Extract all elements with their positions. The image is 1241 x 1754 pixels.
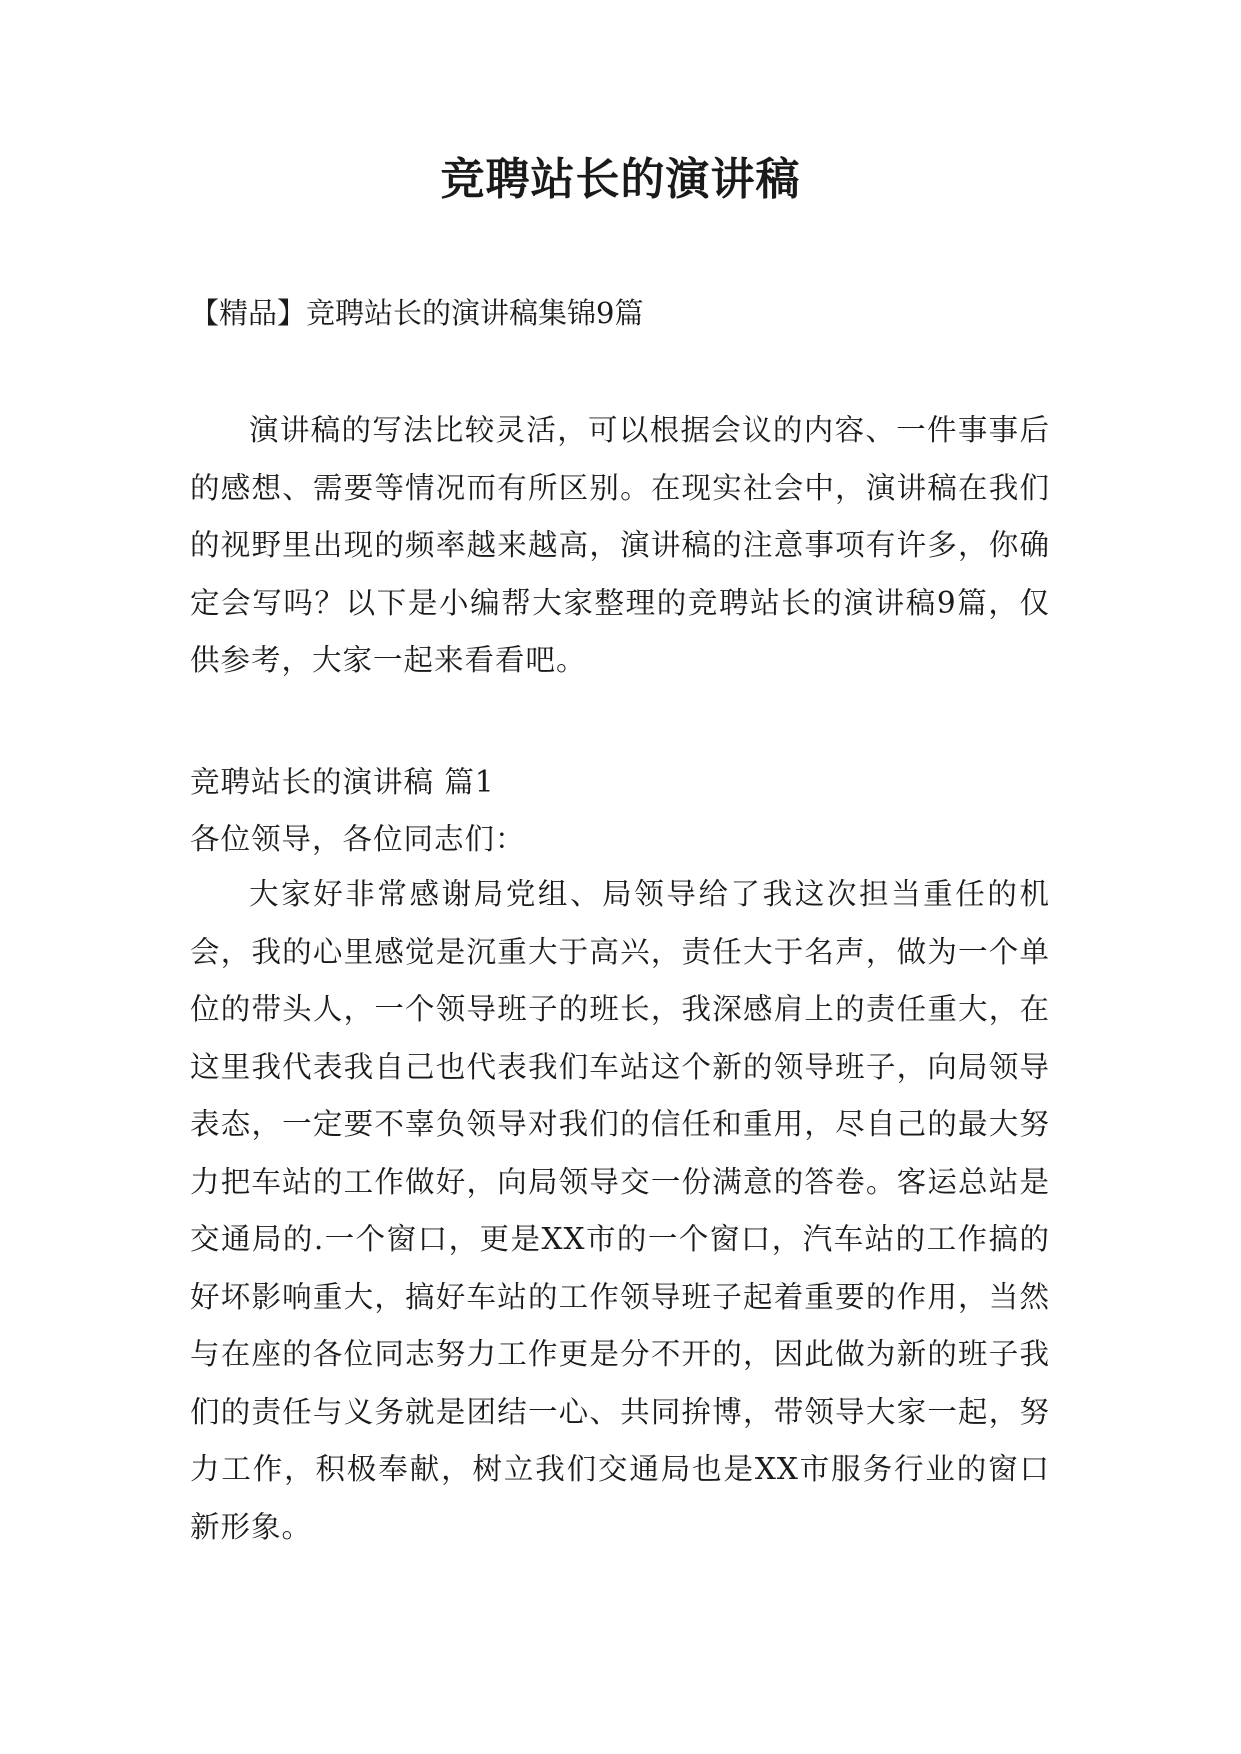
salutation: 各位领导，各位同志们：	[190, 822, 526, 856]
intro-paragraph: 演讲稿的写法比较灵活，可以根据会议的内容、一件事事后的感想、需要等情况而有所区别。在现实社会中，演讲稿在我们的视野里出现的频率越来越高，演讲稿的注意事项有许多，你确定会写吗？以下是小编帮大家整理的竞聘站长的演讲稿9篇，仅供参考，大家一起来看看吧。	[190, 413, 1050, 677]
speech-paragraph: 大家好非常感谢局党组、局领导给了我这次担当重任的机会，我的心里感觉是沉重大于高兴，责任大于名声，做为一个单位的带头人，一个领导班子的班长，我深感肩上的责任重大，在这里我代表我自己也代表我们车站这个新的领导班子，向局领导表态，一定要不辜负领导对我们的信任和重用，尽自己的最大努力把车站的工作做好，向局领导交一份满意的答卷。客运总站是交通局的.一个窗口，更是XX市的一个窗口，汽车站的工作搞的好坏影响重大，搞好车站的工作领导班子起着重要的作用，当然与在座的各位同志努力工作更是分不开的，因此做为新的班子我们的责任与义务就是团结一心、共同拚博，带领导大家一起，努力工作，积极奉献，树立我们交通局也是XX市服务行业的窗口新形象。	[190, 877, 1050, 1544]
document-title: 竞聘站长的演讲稿	[440, 154, 801, 205]
document-subtitle: 【精品】竞聘站长的演讲稿集锦9篇	[190, 296, 644, 330]
section-title: 竞聘站长的演讲稿 篇1	[190, 765, 495, 799]
